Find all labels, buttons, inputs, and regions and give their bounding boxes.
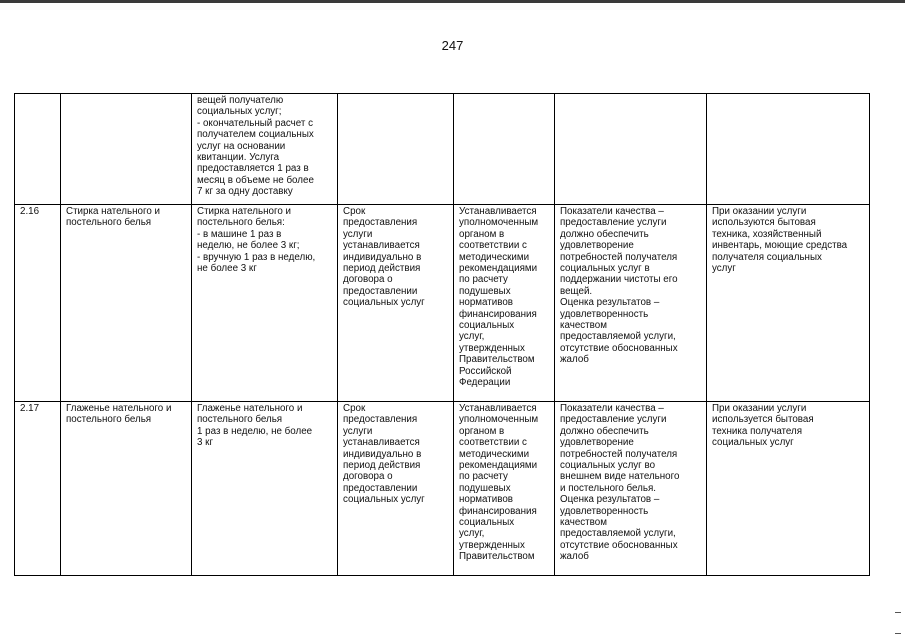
cell-text-line: Устанавливается bbox=[459, 403, 537, 414]
cell-text-line: договора о bbox=[343, 274, 393, 286]
cell-text-line: должно обеспечить bbox=[560, 425, 649, 437]
cell-text-line: финансирования bbox=[459, 505, 537, 517]
cell-text-line: предоставление услуги bbox=[560, 414, 667, 426]
cell-text-line: услуг, bbox=[459, 528, 485, 540]
scan-edge-mark bbox=[895, 633, 901, 634]
cell-text-line: Оценка результатов – bbox=[560, 297, 660, 309]
cell-text-line: период действия bbox=[343, 460, 421, 472]
cell-text-line: - окончательный расчет с bbox=[197, 117, 314, 129]
cell-text-line: и постельного белья. bbox=[560, 482, 657, 494]
cell-text-line: потребностей получателя bbox=[560, 448, 678, 460]
cell-text-line: Федерации bbox=[459, 377, 511, 389]
cell-text-line: Срок bbox=[343, 403, 366, 414]
table-row bbox=[15, 205, 870, 402]
cell-text-line: 1 раз в неделю, не более bbox=[197, 425, 313, 437]
cell-text-line: предоставляемой услуги, bbox=[560, 528, 676, 540]
cell-quality-indicators bbox=[555, 402, 707, 576]
cell-text-line: отсутствие обоснованных bbox=[560, 539, 678, 551]
cell-text-line: социальных услуг в bbox=[560, 263, 650, 275]
cell-text-line: органом в bbox=[459, 228, 505, 240]
cell-text-line: услуг, bbox=[459, 331, 485, 343]
cell-service-name bbox=[61, 205, 192, 402]
cell-funding-norm bbox=[454, 205, 555, 402]
cell-text-line: предоставление услуги bbox=[560, 217, 667, 229]
table-row bbox=[15, 94, 870, 205]
cell-text-line: постельного белья bbox=[197, 414, 283, 426]
cell-text-line: удовлетворение bbox=[560, 240, 634, 252]
scan-top-border bbox=[0, 0, 905, 3]
cell-text-line: Устанавливается bbox=[459, 206, 537, 217]
services-table bbox=[14, 93, 870, 576]
cell-text-line: договора о bbox=[343, 471, 393, 483]
cell-text-line: - в машине 1 раз в bbox=[197, 228, 282, 240]
cell-text-line: услуг bbox=[712, 263, 736, 275]
cell-funding-norm bbox=[454, 402, 555, 576]
cell-service-content bbox=[192, 94, 338, 205]
cell-text-line: постельного белья bbox=[66, 217, 152, 229]
cell-text-line: услуг на основании bbox=[197, 140, 286, 152]
cell-number bbox=[15, 94, 61, 205]
cell-text-line: используются бытовая bbox=[712, 217, 816, 229]
cell-text-line: квитанции. Услуга bbox=[197, 152, 280, 164]
cell-term bbox=[338, 402, 454, 576]
cell-service-name bbox=[61, 94, 192, 205]
cell-text-line: получателя социальных bbox=[712, 251, 822, 263]
cell-text-line: удовлетворенность bbox=[560, 505, 649, 517]
cell-text-line: - вручную 1 раз в неделю, bbox=[197, 251, 316, 263]
cell-text-line: утвержденных bbox=[459, 342, 525, 354]
cell-text-line: жалоб bbox=[560, 551, 589, 563]
cell-number: 2.17 bbox=[15, 402, 61, 576]
cell-text-line: не более 3 кг bbox=[197, 263, 257, 275]
cell-text-line: предоставления bbox=[343, 414, 418, 426]
cell-quality-indicators bbox=[555, 205, 707, 402]
cell-text-line: нормативов bbox=[459, 297, 513, 309]
cell-text-line: внешнем виде нательного bbox=[560, 471, 680, 483]
cell-term bbox=[338, 205, 454, 402]
cell-text-line: качеством bbox=[560, 320, 607, 332]
cell-text-line: социальных bbox=[459, 517, 515, 529]
cell-text-line: предоставляемой услуги, bbox=[560, 331, 676, 343]
cell-text-line: получателем социальных bbox=[197, 129, 314, 141]
cell-text-line: отсутствие обоснованных bbox=[560, 342, 678, 354]
scan-edge-mark bbox=[895, 612, 901, 613]
cell-text-line: подушевых bbox=[459, 482, 511, 494]
cell-text-line: Стирка нательного и bbox=[66, 206, 160, 217]
cell-text-line: Стирка нательного и bbox=[197, 206, 291, 217]
cell-text-line: Российской bbox=[459, 365, 512, 377]
cell-text-line: индивидуально в bbox=[343, 251, 422, 263]
cell-text-line: качеством bbox=[560, 517, 607, 529]
cell-text-line: подушевых bbox=[459, 285, 511, 297]
cell-text-line: При оказании услуги bbox=[712, 206, 807, 217]
cell-funding-norm bbox=[454, 94, 555, 205]
cell-text-line: нормативов bbox=[459, 494, 513, 506]
cell-text-line: устанавливается bbox=[343, 240, 420, 252]
cell-text-line: 7 кг за одну доставку bbox=[197, 186, 293, 198]
cell-text-line: должно обеспечить bbox=[560, 228, 649, 240]
cell-text-line: постельного белья bbox=[66, 414, 152, 426]
cell-text-line: поддержании чистоты его bbox=[560, 274, 678, 286]
cell-text-line: социальных bbox=[459, 320, 515, 332]
cell-conditions bbox=[707, 205, 870, 402]
cell-text-line: неделю, не более 3 кг; bbox=[197, 240, 300, 252]
cell-text-line: услуги bbox=[343, 425, 373, 437]
cell-text-line: Глаженье нательного и bbox=[197, 403, 303, 414]
cell-service-name bbox=[61, 402, 192, 576]
cell-text-line: социальных услуг; bbox=[197, 106, 282, 118]
cell-text-line: социальных услуг во bbox=[560, 460, 656, 472]
page-number: 247 bbox=[441, 38, 464, 53]
cell-text-line: инвентарь, моющие средства bbox=[712, 240, 848, 252]
cell-text-line: техника получателя bbox=[712, 425, 803, 437]
cell-text-line: предоставления bbox=[343, 217, 418, 229]
cell-text-line: утвержденных bbox=[459, 539, 525, 551]
cell-text-line: соответствии с bbox=[459, 437, 527, 449]
cell-text-line: удовлетворение bbox=[560, 437, 634, 449]
cell-number: 2.16 bbox=[15, 205, 61, 402]
cell-text-line: соответствии с bbox=[459, 240, 527, 252]
cell-text-line: устанавливается bbox=[343, 437, 420, 449]
cell-service-content bbox=[192, 205, 338, 402]
cell-text-line: социальных услуг bbox=[343, 494, 425, 506]
cell-text-line: предоставляется 1 раз в bbox=[197, 163, 309, 175]
cell-text-line: индивидуально в bbox=[343, 448, 422, 460]
cell-text-line: удовлетворенность bbox=[560, 308, 649, 320]
cell-text-line: потребностей получателя bbox=[560, 251, 678, 263]
cell-text-line: предоставлении bbox=[343, 482, 418, 494]
cell-quality-indicators bbox=[555, 94, 707, 205]
cell-text-line: техника, хозяйственный bbox=[712, 228, 822, 240]
cell-text-line: используется бытовая bbox=[712, 414, 814, 426]
cell-text-line: социальных услуг bbox=[343, 297, 425, 309]
cell-text-line: вещей получателю bbox=[197, 95, 284, 106]
cell-text-line: 3 кг bbox=[197, 437, 214, 449]
cell-text-line: месяц в объеме не более bbox=[197, 174, 314, 186]
cell-text-line: уполномоченным bbox=[459, 217, 539, 229]
cell-text-line: Правительством bbox=[459, 551, 535, 563]
cell-conditions bbox=[707, 94, 870, 205]
cell-text-line: рекомендациями bbox=[459, 263, 538, 275]
cell-text-line: методическими bbox=[459, 448, 530, 460]
cell-text-line: постельного белья: bbox=[197, 217, 285, 229]
cell-text-line: Правительством bbox=[459, 354, 535, 366]
cell-text-line: Оценка результатов – bbox=[560, 494, 660, 506]
cell-text-line: методическими bbox=[459, 251, 530, 263]
cell-conditions bbox=[707, 402, 870, 576]
cell-service-content bbox=[192, 402, 338, 576]
cell-text-line: социальных услуг bbox=[712, 437, 794, 449]
cell-term bbox=[338, 94, 454, 205]
cell-text-line: услуги bbox=[343, 228, 373, 240]
cell-text-line: органом в bbox=[459, 425, 505, 437]
cell-text-line: вещей. bbox=[560, 285, 593, 297]
services-table-body bbox=[15, 94, 870, 576]
cell-text-line: Глаженье нательного и bbox=[66, 403, 172, 414]
cell-text-line: по расчету bbox=[459, 274, 508, 286]
cell-text-line: Показатели качества – bbox=[560, 403, 664, 414]
cell-text-line: жалоб bbox=[560, 354, 589, 366]
cell-text-line: При оказании услуги bbox=[712, 403, 807, 414]
cell-text-line: предоставлении bbox=[343, 285, 418, 297]
cell-text-line: Показатели качества – bbox=[560, 206, 664, 217]
table-row bbox=[15, 402, 870, 576]
cell-text-line: уполномоченным bbox=[459, 414, 539, 426]
cell-text-line: по расчету bbox=[459, 471, 508, 483]
cell-text-line: рекомендациями bbox=[459, 460, 538, 472]
cell-text-line: период действия bbox=[343, 263, 421, 275]
cell-text-line: Срок bbox=[343, 206, 366, 217]
cell-text-line: финансирования bbox=[459, 308, 537, 320]
